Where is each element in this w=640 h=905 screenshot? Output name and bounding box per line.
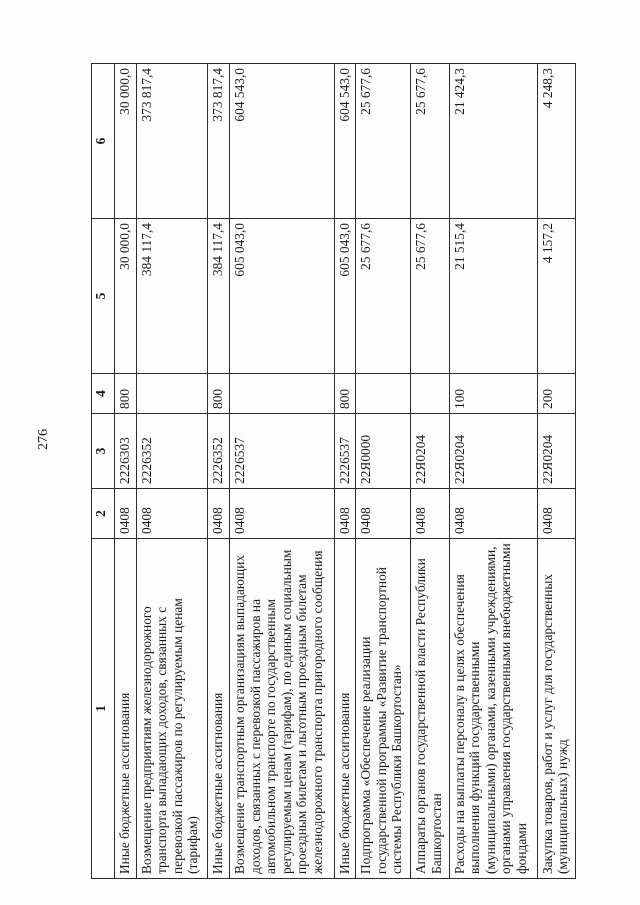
row-amount-col5: 25 677,6 — [411, 219, 449, 374]
row-target-code: 2226537 — [230, 414, 334, 489]
row-expense-type — [230, 374, 334, 414]
row-section-code: 0408 — [537, 489, 575, 539]
row-section-code: 0408 — [208, 489, 230, 539]
row-description: Возмещение транспортным организациям выпадающих доходов, связанных с перевозкой пассажиров на автомобильном транспорте по государственным регулируемым ценам (тарифам), по единым социальным проездным билетам и льготным проездным билетам железнодорожного транспорта пригородного сообщения — [230, 539, 334, 879]
row-section-code: 0408 — [115, 489, 137, 539]
row-amount-col5: 21 515,4 — [449, 219, 537, 374]
table-header-row — [92, 64, 115, 879]
row-target-code: 2226537 — [334, 414, 356, 489]
row-amount-col5: 384 117,4 — [136, 219, 207, 374]
row-expense-type: 200 — [537, 374, 575, 414]
row-amount-col6: 373 817,4 — [208, 64, 230, 219]
row-amount-col6: 373 817,4 — [136, 64, 207, 219]
row-target-code: 2226352 — [208, 414, 230, 489]
rotated-table-container — [91, 64, 576, 879]
table-row — [136, 64, 207, 879]
row-target-code: 22Я0204 — [411, 414, 449, 489]
row-description: Возмещение предприятиям железнодорожного транспорта выпадающих доходов, связанных с перевозкой пассажиров по регулируемым ценам (тарифам) — [136, 539, 207, 879]
row-expense-type: 100 — [449, 374, 537, 414]
row-expense-type: 800 — [208, 374, 230, 414]
row-target-code: 22Я0204 — [449, 414, 537, 489]
row-section-code: 0408 — [411, 489, 449, 539]
header-cell: 6 — [92, 64, 115, 219]
row-amount-col6: 30 000,0 — [115, 64, 137, 219]
row-expense-type — [136, 374, 207, 414]
row-target-code: 22Я0204 — [537, 414, 575, 489]
header-cell: 1 — [92, 539, 115, 879]
table-row — [537, 64, 575, 879]
row-description: Аппараты органов государственной власти Республики Башкортостан — [411, 539, 449, 879]
row-description: Подпрограмма «Обеспечение реализации государственной программы «Развитие транспортной системы Республики Башкортостан» — [356, 539, 411, 879]
row-amount-col5: 30 000,0 — [115, 219, 137, 374]
row-description: Иные бюджетные ассигнования — [334, 539, 356, 879]
row-expense-type — [411, 374, 449, 414]
table-row — [449, 64, 537, 879]
row-amount-col6: 604 543,0 — [230, 64, 334, 219]
row-expense-type: 800 — [334, 374, 356, 414]
row-amount-col6: 604 543,0 — [334, 64, 356, 219]
row-amount-col5: 605 043,0 — [334, 219, 356, 374]
row-amount-col6: 25 677,6 — [356, 64, 411, 219]
row-amount-col5: 605 043,0 — [230, 219, 334, 374]
page-number: 276 — [36, 429, 51, 450]
table-row — [115, 64, 137, 879]
row-expense-type — [356, 374, 411, 414]
row-section-code: 0408 — [334, 489, 356, 539]
row-section-code: 0408 — [356, 489, 411, 539]
row-amount-col6: 21 424,3 — [449, 64, 537, 219]
table-row — [356, 64, 411, 879]
row-amount-col5: 4 157,2 — [537, 219, 575, 374]
row-amount-col5: 384 117,4 — [208, 219, 230, 374]
table-row — [411, 64, 449, 879]
budget-table — [91, 63, 576, 879]
table-row — [230, 64, 334, 879]
header-cell: 2 — [92, 489, 115, 539]
row-amount-col6: 4 248,3 — [537, 64, 575, 219]
row-target-code: 2226303 — [115, 414, 137, 489]
row-description: Расходы на выплаты персоналу в целях обеспечения выполнения функций государственными (муниципальными) органами, казенными учреждениями, органами управления государственными внебюджетными фондами — [449, 539, 537, 879]
row-amount-col5: 25 677,6 — [356, 219, 411, 374]
table-row — [334, 64, 356, 879]
header-cell: 4 — [92, 374, 115, 414]
row-target-code: 2226352 — [136, 414, 207, 489]
header-cell: 3 — [92, 414, 115, 489]
row-description: Иные бюджетные ассигнования — [115, 539, 137, 879]
row-target-code: 22Я0000 — [356, 414, 411, 489]
row-section-code: 0408 — [230, 489, 334, 539]
table-row — [208, 64, 230, 879]
row-section-code: 0408 — [449, 489, 537, 539]
row-description: Закупка товаров, работ и услуг для государственных (муниципальных) нужд — [537, 539, 575, 879]
row-section-code: 0408 — [136, 489, 207, 539]
header-cell: 5 — [92, 219, 115, 374]
row-amount-col6: 25 677,6 — [411, 64, 449, 219]
row-expense-type: 800 — [115, 374, 137, 414]
row-description: Иные бюджетные ассигнования — [208, 539, 230, 879]
